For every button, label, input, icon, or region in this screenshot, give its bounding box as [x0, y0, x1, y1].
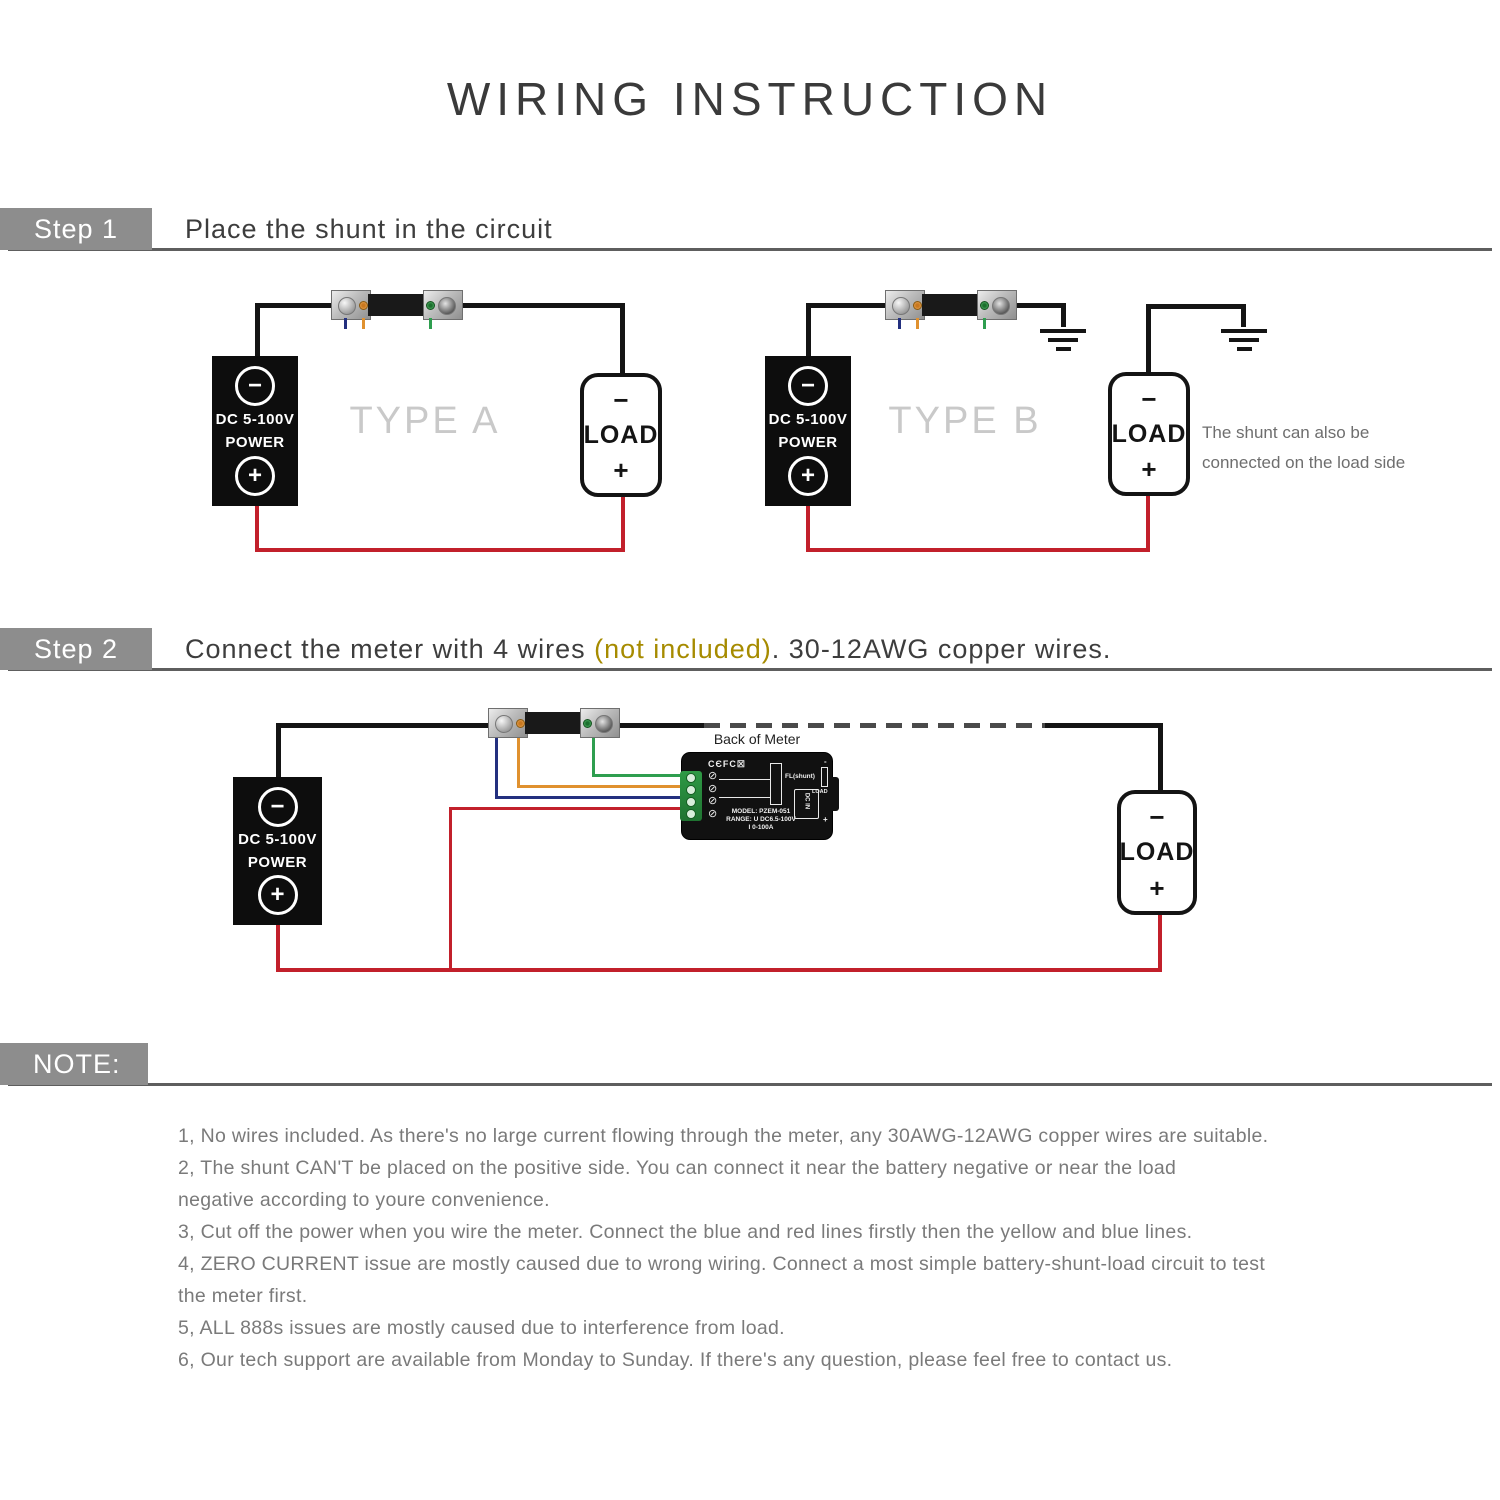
typeB-wire-pos-vertical-left: [806, 506, 810, 552]
shunt-resistive-bar: [525, 712, 583, 734]
shunt-stub-green: [983, 318, 986, 329]
shunt-bolt-left: [338, 297, 356, 315]
typeA-watermark: TYPE A: [349, 400, 501, 442]
ground-line-1: [1040, 329, 1086, 333]
note-line-1: 1, No wires included. As there's no large current flowing through the meter, any 30AWG-12AWG copper wires are suitable.: [178, 1125, 1269, 1147]
step2-wire-pos-vertical-right: [1158, 915, 1162, 972]
step2-sense-wire-blue-v: [495, 738, 498, 799]
shunt-resistive-bar: [368, 294, 426, 316]
power-positive-terminal-icon: +: [235, 456, 275, 496]
back-of-meter-label: Back of Meter: [713, 731, 801, 747]
typeB-watermark: TYPE B: [888, 400, 1042, 442]
page-title: WIRING INSTRUCTION: [446, 73, 1054, 125]
load-label: LOAD: [583, 420, 659, 449]
load-minus: −: [1141, 384, 1157, 414]
note-line-7: 5, ALL 888s issues are mostly caused due to interference from load.: [178, 1317, 785, 1339]
meter-back-panel: [682, 753, 832, 839]
shunt-stub-green: [429, 318, 432, 329]
typeA-wire-load-horizontal: [452, 303, 625, 308]
typeB-wire-load-vertical: [1146, 304, 1151, 372]
step2-wire-dashed-segment: [704, 723, 1045, 728]
power-negative-terminal-icon: −: [788, 366, 828, 406]
step2-heading-pre: Connect the meter with 4 wires: [185, 634, 595, 664]
shunt-sense-screw-orange: [359, 301, 368, 310]
ground-line-3: [1237, 347, 1252, 351]
meter-fl-shunt-label: FL(shunt): [785, 773, 815, 780]
screw-icon: ⊘: [708, 770, 718, 782]
step2-wire-load-vertical: [1158, 723, 1163, 792]
typeA-power-block: [212, 356, 298, 506]
meter-minus-mark: -: [824, 757, 827, 766]
step2-wire-shunt-right-solid: [616, 723, 704, 728]
typeB-power-block: [765, 356, 851, 506]
load-label: LOAD: [1111, 419, 1187, 448]
power-negative-terminal-icon: −: [235, 366, 275, 406]
power-label-line2: POWER: [778, 434, 838, 451]
load-label: LOAD: [1119, 838, 1195, 866]
meter-range-line: RANGE: U DC6.5-100V: [726, 816, 796, 823]
shunt-sense-screw-green: [980, 301, 989, 310]
power-positive-terminal-icon: +: [258, 875, 298, 915]
meter-load-label: LOAD: [812, 789, 828, 795]
meter-side-connector: [831, 777, 839, 811]
typeB-load-block: [1108, 372, 1190, 496]
step1-badge: Step 1: [0, 208, 152, 250]
meter-fuse-symbol: [821, 767, 828, 787]
shunt-sense-screw-green: [426, 301, 435, 310]
typeA-wire-pos-horizontal: [255, 548, 625, 552]
screw-icon: ⊘: [708, 782, 718, 795]
power-positive-terminal-icon: +: [788, 456, 828, 496]
load-plus: +: [613, 455, 629, 485]
step2-heading-post: . 30-12AWG copper wires.: [771, 634, 1112, 664]
step2-load-block: [1117, 790, 1197, 915]
step2-sense-wire-orange-v: [517, 738, 520, 788]
shunt-bolt-right: [595, 715, 613, 733]
shunt-bolt-right: [992, 297, 1010, 315]
screw-icon: ⊘: [708, 807, 718, 820]
step1-heading: Place the shunt in the circuit: [185, 214, 553, 244]
meter-plus-mark: +: [823, 815, 828, 824]
meter-terminal-1: [686, 773, 696, 783]
load-plus: +: [1149, 873, 1165, 903]
meter-current-line: I 0-100A: [748, 824, 774, 831]
meter-terminal-4: [686, 809, 696, 819]
note-badge: NOTE:: [0, 1043, 148, 1085]
typeB-wire-load-to-ground-v: [1241, 304, 1246, 327]
power-label-line2: POWER: [247, 854, 308, 871]
shunt-sense-screw-orange: [913, 301, 922, 310]
shunt-bolt-left: [495, 715, 513, 733]
note-line-8: 6, Our tech support are available from Monday to Sunday. If there's any question, please feel free to contact us.: [178, 1349, 1173, 1371]
typeB-wire-shunt-to-ground-v: [1061, 303, 1066, 327]
shunt-stub-blue: [344, 318, 347, 329]
shunt-sense-screw-orange: [516, 719, 525, 728]
step2-wire-pos-vertical-left: [276, 925, 280, 972]
note-line-3: negative according to youre convenience.: [178, 1189, 550, 1211]
power-label: [216, 408, 295, 454]
shunt-bolt-left: [892, 297, 910, 315]
typeB-caption-line2: connected on the load side: [1202, 453, 1406, 472]
meter-terminal-strip: [680, 771, 702, 821]
typeA-wire-pos-vertical-right: [621, 497, 625, 552]
shunt-stub-orange: [916, 318, 919, 329]
step2-wire-pos-bottom: [276, 968, 1162, 972]
step2-badge: Step 2: [0, 628, 152, 670]
meter-trace-1: [719, 779, 771, 780]
meter-trace-2: [719, 797, 771, 798]
power-negative-terminal-icon: −: [258, 787, 298, 827]
step2-sense-wire-blue-h: [495, 796, 686, 799]
ground-line-3: [1056, 347, 1071, 351]
step2-sense-wire-orange-h: [517, 785, 686, 788]
meter-model-text: [718, 808, 804, 832]
note-line-2: 2, The shunt CAN'T be placed on the positive side. You can connect it near the battery negative or near the load: [178, 1157, 1177, 1179]
power-label-line2: POWER: [225, 434, 285, 451]
meter-model-line: MODEL: PZEM-051: [731, 808, 791, 815]
shunt-sense-screw-green: [583, 719, 592, 728]
shunt-stub-blue: [898, 318, 901, 329]
step2-sense-wire-green-v: [592, 738, 595, 777]
step2-wire-neg-vertical: [276, 723, 281, 779]
typeA-wire-load-vertical: [620, 303, 625, 375]
meter-dcin-label: DC IN: [803, 792, 810, 810]
ground-line-1: [1221, 329, 1267, 333]
typeA-shunt: [331, 288, 463, 324]
power-label-line1: DC 5-100V: [215, 411, 295, 428]
shunt-bolt-right: [438, 297, 456, 315]
step2-sense-wire-red-h: [449, 807, 686, 810]
step2-sense-wire-red-v: [449, 807, 452, 970]
load-minus: −: [1149, 802, 1165, 832]
typeB-caption-line1: The shunt can also be: [1202, 423, 1370, 442]
typeB-wire-pos-vertical-right: [1146, 496, 1150, 552]
ground-line-2: [1048, 338, 1078, 342]
power-label: [769, 408, 848, 454]
meter-shunt-symbol: [770, 763, 782, 805]
power-label: [238, 828, 317, 874]
step2-heading: [185, 628, 1111, 670]
load-minus: −: [613, 385, 629, 415]
typeA-wire-neg-vertical: [255, 303, 260, 359]
step2-shunt: [488, 706, 620, 742]
typeB-ground-symbol-shunt: [1040, 329, 1086, 356]
meter-terminal-3: [686, 797, 696, 807]
step2-power-block: [233, 777, 322, 925]
meter-screw-terminals: [708, 770, 717, 820]
meter-terminal-2: [686, 785, 696, 795]
step2-heading-highlight: (not included): [594, 634, 772, 664]
shunt-resistive-bar: [922, 294, 980, 316]
note-line-6: the meter first.: [178, 1285, 308, 1307]
power-label-line1: DC 5-100V: [768, 411, 848, 428]
step2-wire-neg-horizontal: [276, 723, 494, 728]
typeB-wire-pos-horizontal: [806, 548, 1150, 552]
typeA-wire-pos-vertical-left: [255, 506, 259, 552]
meter-cert-marks: CЄFC☒: [708, 759, 746, 769]
load-plus: +: [1141, 454, 1157, 484]
shunt-stub-orange: [362, 318, 365, 329]
typeB-shunt: [885, 288, 1017, 324]
typeB-ground-symbol-load: [1221, 329, 1267, 356]
step2-sense-wire-green-h: [592, 774, 686, 777]
typeA-load-block: [580, 373, 662, 497]
typeB-caption: [1202, 418, 1405, 478]
note-divider: [8, 1083, 1492, 1086]
ground-line-2: [1229, 338, 1259, 342]
step2-wire-load-horizontal: [1045, 723, 1163, 728]
screw-icon: ⊘: [708, 795, 718, 807]
note-line-5: 4, ZERO CURRENT issue are mostly caused due to wrong wiring. Connect a most simple battery-shunt-load circuit to test: [178, 1253, 1266, 1275]
typeB-wire-neg-vertical: [806, 303, 811, 359]
note-line-4: 3, Cut off the power when you wire the meter. Connect the blue and red lines firstly then the yellow and blue lines.: [178, 1221, 1193, 1243]
typeB-wire-load-to-ground-h: [1146, 304, 1246, 309]
power-label-line1: DC 5-100V: [238, 831, 317, 848]
